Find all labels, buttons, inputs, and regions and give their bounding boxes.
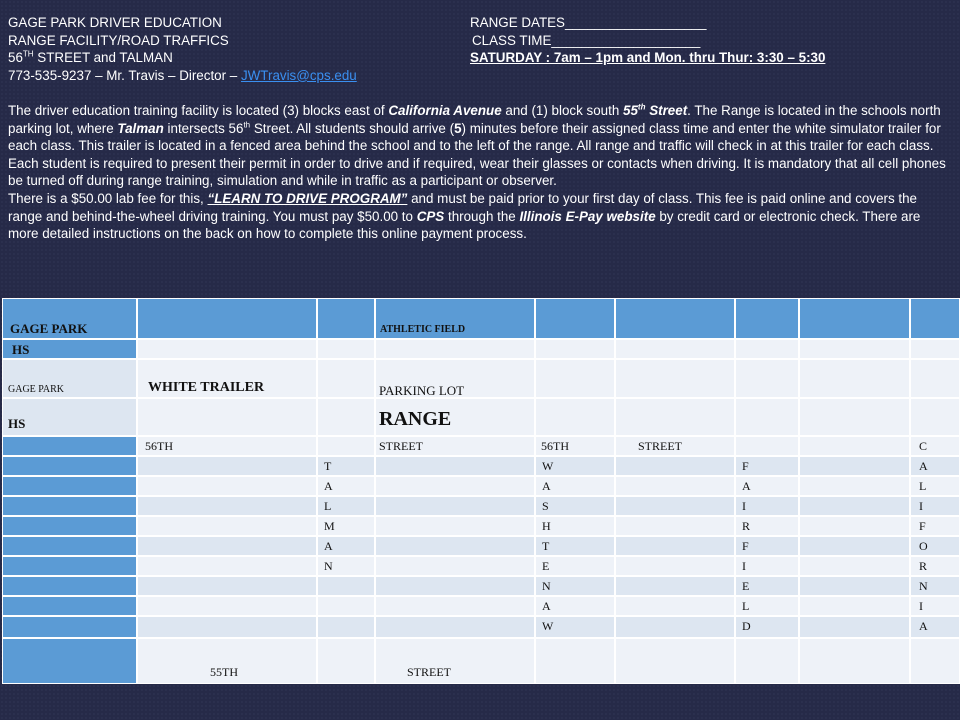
program-name: “LEARN TO DRIVE PROGRAM”: [207, 190, 408, 206]
map-cell: [375, 476, 535, 496]
talman-letter: T: [324, 459, 332, 473]
map-cell: [2, 638, 137, 684]
map-cell: [910, 496, 960, 516]
california-letter: A: [919, 619, 928, 633]
map-cell: [615, 496, 735, 516]
map-cell: [910, 556, 960, 576]
fairfield-letter: I: [742, 559, 746, 573]
range-map-grid: [2, 298, 960, 684]
map-cell: [910, 616, 960, 638]
map-cell: [137, 476, 317, 496]
map-cell: [799, 556, 910, 576]
washtenaw-letter: E: [542, 559, 550, 573]
label-street-2: STREET: [638, 439, 682, 453]
text-run: by credit card or electronic check. There are more detailed instructions on the back on how to complete this online payment process.: [8, 208, 921, 242]
map-cell: [735, 398, 799, 436]
washtenaw-letter: S: [542, 499, 549, 513]
map-cell: [137, 516, 317, 536]
map-cell: [2, 456, 137, 476]
map-cell: [910, 339, 960, 359]
map-cell: [799, 476, 910, 496]
map-cell: [910, 638, 960, 684]
map-cell: [137, 456, 317, 476]
document-header: [8, 14, 952, 243]
washtenaw-letter: T: [542, 539, 550, 553]
label-hs: HS: [12, 342, 30, 357]
map-cell: [735, 298, 799, 339]
map-cell: [799, 516, 910, 536]
washtenaw-letter: A: [542, 599, 551, 613]
map-cell: [375, 496, 535, 516]
cps: CPS: [416, 208, 445, 224]
california-letter: N: [919, 579, 928, 593]
map-cell: [799, 339, 910, 359]
street-number: 56: [8, 50, 23, 66]
map-cell: [317, 359, 375, 398]
map-cell: [615, 516, 735, 536]
schedule: SATURDAY : 7am – 1pm and Mon. thru Thur: 3:30 – 5:30: [470, 50, 826, 66]
label-hs-2: HS: [8, 416, 26, 431]
talman-letter: A: [324, 539, 333, 553]
text-run: 55: [623, 102, 638, 118]
map-cell: [799, 576, 910, 596]
map-cell: [375, 556, 535, 576]
map-cell: [615, 298, 735, 339]
label-56th: 56TH: [145, 439, 173, 453]
talman-letter: L: [324, 499, 332, 513]
epay-website: Illinois E-Pay website: [519, 208, 656, 224]
map-cell: [2, 436, 137, 456]
map-cell: [910, 516, 960, 536]
map-cell: [910, 359, 960, 398]
text-run: and (1) block south: [501, 102, 624, 118]
map-cell: [317, 339, 375, 359]
location-line: [8, 50, 173, 65]
label-white-trailer: WHITE TRAILER: [148, 380, 265, 395]
text-run: . The Range is located in the schools north parking lot, where: [8, 102, 941, 136]
class-time: CLASS TIME____________________: [472, 32, 701, 48]
label-range: RANGE: [379, 408, 452, 430]
map-cell: [799, 536, 910, 556]
text-run: Street: [645, 102, 688, 118]
map-cell: [137, 496, 317, 516]
location-paragraph: [8, 102, 952, 190]
map-cell: [375, 616, 535, 638]
map-cell: [910, 436, 960, 456]
map-cell: [910, 398, 960, 436]
55th-street: [623, 103, 687, 118]
map-cell: [799, 596, 910, 616]
map-cell: [375, 536, 535, 556]
map-cell: [910, 536, 960, 556]
map-cell: [2, 616, 137, 638]
map-cell: [735, 638, 799, 684]
map-cell: [2, 516, 137, 536]
map-cell: [317, 436, 375, 456]
map-cell: [375, 339, 535, 359]
map-cell: [799, 359, 910, 398]
map-cell: [799, 298, 910, 339]
map-cell: [317, 638, 375, 684]
map-cell: [615, 616, 735, 638]
map-cell: [799, 398, 910, 436]
street-suffix-sup: TH: [22, 49, 34, 59]
map-cell: [137, 398, 317, 436]
washtenaw-letter: W: [542, 619, 554, 633]
map-cell: [799, 496, 910, 516]
sup: th: [243, 120, 251, 130]
map-cell: [615, 359, 735, 398]
map-cell: [137, 339, 317, 359]
map-cell: [799, 456, 910, 476]
california-letter: O: [919, 539, 928, 553]
map-cell: [615, 398, 735, 436]
california-letter: A: [919, 459, 928, 473]
map-cell: [615, 596, 735, 616]
map-cell: [910, 596, 960, 616]
title: GAGE PARK DRIVER EDUCATION: [8, 15, 222, 30]
map-cell: [375, 576, 535, 596]
map-cell: [615, 456, 735, 476]
map-cell: [799, 616, 910, 638]
fairfield-letter: A: [742, 479, 751, 493]
fairfield-letter: F: [742, 459, 749, 473]
five-minutes: 5: [454, 120, 462, 136]
map-cell: [799, 436, 910, 456]
map-cell: [375, 456, 535, 476]
fairfield-letter: R: [742, 519, 751, 533]
map-cell: [137, 616, 317, 638]
text-run: ) minutes before their assigned class time and enter the white simulator trailer for each class. This trailer is located in a fenced area behind the school and to the left of the range. All range and traffic will check in at this trailer for each class. Each student is required to present their permit in order to drive and if required, wear their glasses or contacts when driving. It is mandatory that all cell phones be turned off during range training, simulation and while in traffic as a participant or observer.: [8, 120, 946, 189]
map-cell: [735, 359, 799, 398]
text-run: intersects 56: [163, 120, 244, 136]
text-run: and must be paid prior to your first day of class. This fee is paid online and covers the range and behind-the-wheel driving training. You must pay $50.00 to: [8, 190, 917, 224]
street-suffix: STREET and TALMAN: [33, 50, 173, 66]
map-cell: [910, 298, 960, 339]
map-cell: [375, 596, 535, 616]
map-cell: [2, 596, 137, 616]
map-cell: [910, 476, 960, 496]
california-avenue: California Avenue: [388, 102, 502, 118]
map-cell: [535, 638, 615, 684]
map-cell: [2, 496, 137, 516]
label-parking-lot: PARKING LOT: [379, 383, 465, 398]
map-cell: [317, 298, 375, 339]
map-cell: [2, 536, 137, 556]
map-cell: [535, 398, 615, 436]
map-cell: [799, 638, 910, 684]
map-cell: [615, 476, 735, 496]
text-run: through the: [444, 208, 520, 224]
washtenaw-letter: H: [542, 519, 551, 533]
map-cell: [137, 298, 317, 339]
facility-label: RANGE FACILITY/ROAD TRAFFICS: [8, 32, 229, 48]
label-street: STREET: [379, 439, 423, 453]
text-run: There is a $50.00 lab fee for this,: [8, 190, 208, 206]
fairfield-letter: I: [742, 499, 746, 513]
map-cell: [137, 596, 317, 616]
sup: th: [637, 102, 646, 112]
california-letter: F: [919, 519, 926, 533]
map-cell: [615, 638, 735, 684]
washtenaw-letter: W: [542, 459, 554, 473]
map-cell: [317, 596, 375, 616]
spacer: [8, 84, 952, 102]
map-cell: [137, 576, 317, 596]
map-cell: [615, 556, 735, 576]
talman-letter: M: [324, 519, 335, 533]
map-cell: [317, 576, 375, 596]
email-link[interactable]: JWTravis@cps.edu: [240, 67, 357, 83]
fairfield-letter: D: [742, 619, 751, 633]
talman-letter: N: [324, 559, 333, 573]
california-letter: R: [919, 559, 928, 573]
fairfield-letter: L: [742, 599, 750, 613]
range-dates: RANGE DATES___________________: [470, 15, 707, 30]
map-cell: [375, 638, 535, 684]
map-cell: [910, 576, 960, 596]
label-55th: 55TH: [210, 665, 238, 679]
map-cell: [615, 536, 735, 556]
map-cell: [615, 576, 735, 596]
label-athletic-field: ATHLETIC FIELD: [380, 324, 466, 335]
label-california-letter: C: [919, 439, 928, 453]
california-letter: I: [919, 599, 923, 613]
washtenaw-letter: A: [542, 479, 551, 493]
map-cell: [317, 616, 375, 638]
label-gage-park-small: GAGE PARK: [8, 384, 65, 395]
talman-letter: A: [324, 479, 333, 493]
map-cell: [535, 359, 615, 398]
label-street-55: STREET: [407, 665, 451, 679]
map-cell: [2, 576, 137, 596]
text-run: The driver education training facility is located (3) blocks east of: [8, 102, 389, 118]
california-letter: I: [919, 499, 923, 513]
map-cell: [137, 536, 317, 556]
map-cell: [615, 339, 735, 359]
map-cell: [535, 298, 615, 339]
label-gage-park: GAGE PARK: [10, 321, 88, 336]
map-cell: [375, 516, 535, 536]
label-56th-2: 56TH: [541, 439, 569, 453]
map-cell: [137, 556, 317, 576]
fee-paragraph: [8, 190, 952, 243]
map-cell: [2, 556, 137, 576]
text-run: Street. All students should arrive (: [250, 120, 455, 136]
map-cell: [317, 398, 375, 436]
contact-line: 773-535-9237 – Mr. Travis – Director –: [8, 67, 241, 83]
washtenaw-letter: N: [542, 579, 551, 593]
map-cell: [535, 339, 615, 359]
talman: Talman: [117, 120, 164, 136]
map-cell: [735, 436, 799, 456]
map-cell: [910, 456, 960, 476]
fairfield-letter: E: [742, 579, 750, 593]
fairfield-letter: F: [742, 539, 749, 553]
map-cell: [735, 339, 799, 359]
california-letter: L: [919, 479, 927, 493]
map-cell: [2, 476, 137, 496]
